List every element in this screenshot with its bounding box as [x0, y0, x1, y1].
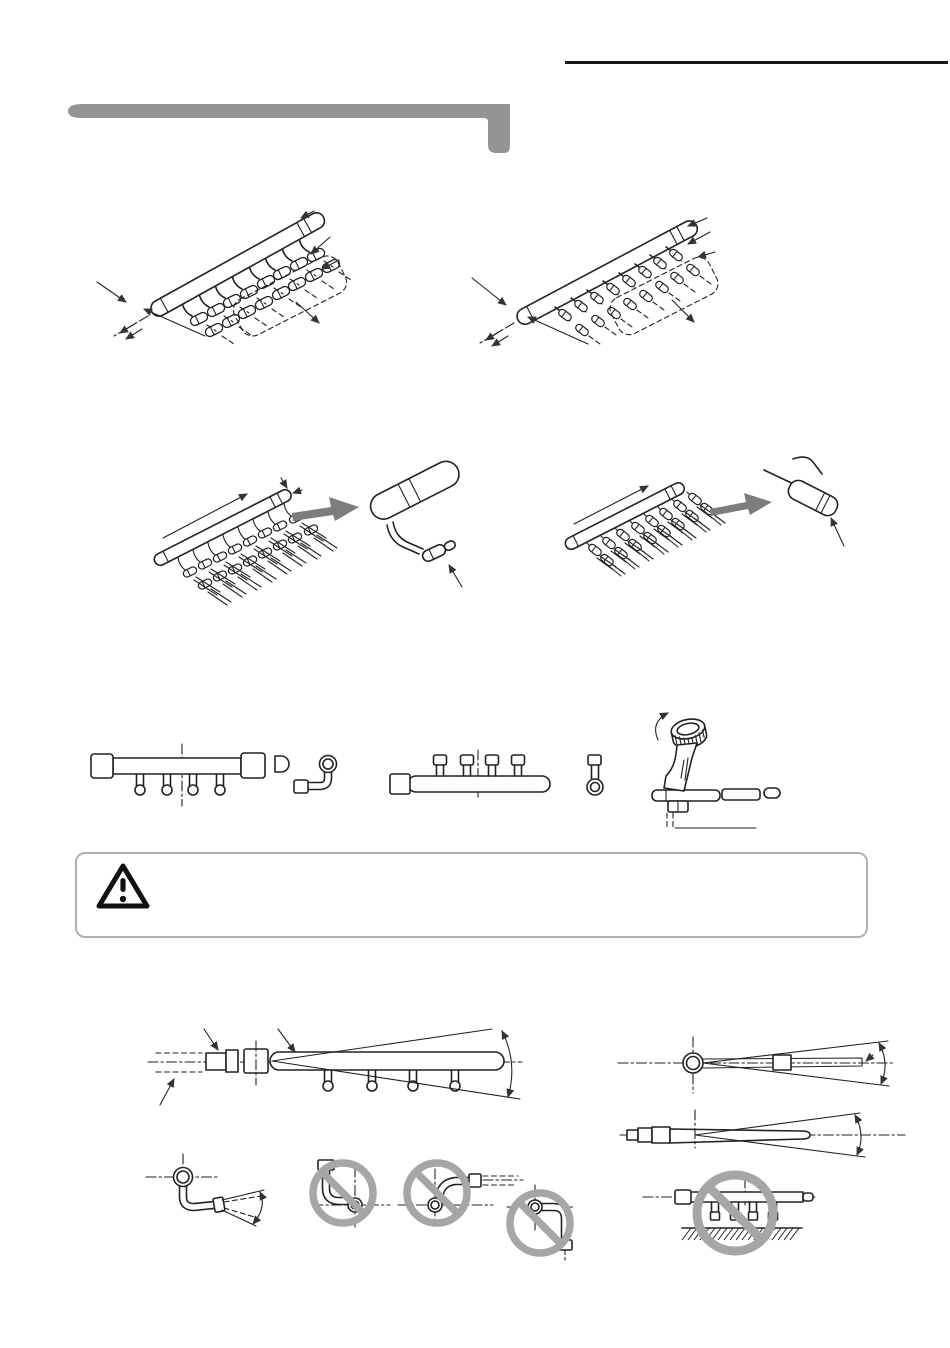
- enlarged-bent-branch: [366, 457, 463, 587]
- cutter-body: [664, 743, 697, 791]
- angle-fan: [222, 1190, 264, 1226]
- fitting-small: [627, 1130, 638, 1140]
- figure-header-straight-connectors: [460, 200, 725, 350]
- end-cap-left: [91, 754, 113, 778]
- pipe-tip: [803, 1193, 813, 1201]
- figure-prohibited-on-ground: [638, 1168, 863, 1264]
- callout-arrow: [292, 497, 359, 521]
- figure-straight-connector-detail: [550, 450, 860, 576]
- dome-cap: [275, 756, 289, 772]
- branch-stubs: [323, 1070, 460, 1091]
- fitting-mid: [638, 1128, 652, 1142]
- fitting-large: [652, 1127, 670, 1143]
- fitting-b: [226, 1050, 238, 1072]
- dimension-lines: [667, 813, 756, 828]
- pipe-body: [113, 758, 241, 774]
- fitting-a: [206, 1053, 226, 1070]
- figure-axis-tolerance-main: [130, 1015, 530, 1110]
- figure-elbow-angle-tolerance: [140, 1150, 290, 1250]
- prohibition-icon: [313, 1163, 373, 1223]
- socket-ring-inner: [323, 759, 333, 769]
- figure-bent-branch-detail: [135, 450, 475, 608]
- branch-pipe: [703, 1055, 862, 1070]
- part-manifold-stubs-up: [388, 748, 568, 800]
- elbow-end-fitting: [294, 780, 308, 793]
- warning-triangle-icon: [95, 862, 151, 910]
- figure-angle-tolerance-sideview: [610, 1098, 910, 1160]
- flare-top: [588, 755, 601, 765]
- figure-angle-tolerance-endview: [610, 1025, 900, 1105]
- figure-prohibited-elbow-down: [503, 1178, 583, 1266]
- prohibition-icon: [407, 1163, 467, 1223]
- part-manifold-stubs-down: [85, 740, 275, 812]
- enlarged-straight-connector: [764, 457, 844, 546]
- end-cap-right: [241, 753, 265, 778]
- callout-arrow: [710, 493, 772, 516]
- banner-shape: [68, 104, 510, 153]
- leader-arrow: [831, 518, 844, 546]
- part-pipe-cutter: [640, 698, 800, 843]
- rotate-arrow: [656, 713, 668, 740]
- figure-prohibited-elbow-up: [305, 1155, 385, 1235]
- end-cap: [675, 1190, 691, 1204]
- socket-ring-inner: [591, 783, 600, 792]
- outlet-fitting: [469, 1174, 481, 1187]
- top-horizontal-rule: [565, 61, 948, 64]
- prohibition-icon: [697, 1175, 773, 1251]
- pipe-under-cut: [652, 788, 780, 801]
- section-title-banner: [60, 98, 520, 160]
- union-block: [773, 1055, 791, 1070]
- header-pipe: [270, 1052, 504, 1070]
- figure-header-bent-branches: [90, 190, 350, 350]
- end-cap-left: [390, 774, 410, 794]
- leader-arrow: [449, 565, 462, 587]
- branch-stubs: [434, 755, 525, 776]
- part-stub-socket: [578, 750, 612, 802]
- part-elbow-socket: [288, 750, 346, 802]
- branch-stubs: [135, 774, 225, 795]
- warning-callout-box: [75, 852, 868, 938]
- pipe-body: [408, 776, 550, 792]
